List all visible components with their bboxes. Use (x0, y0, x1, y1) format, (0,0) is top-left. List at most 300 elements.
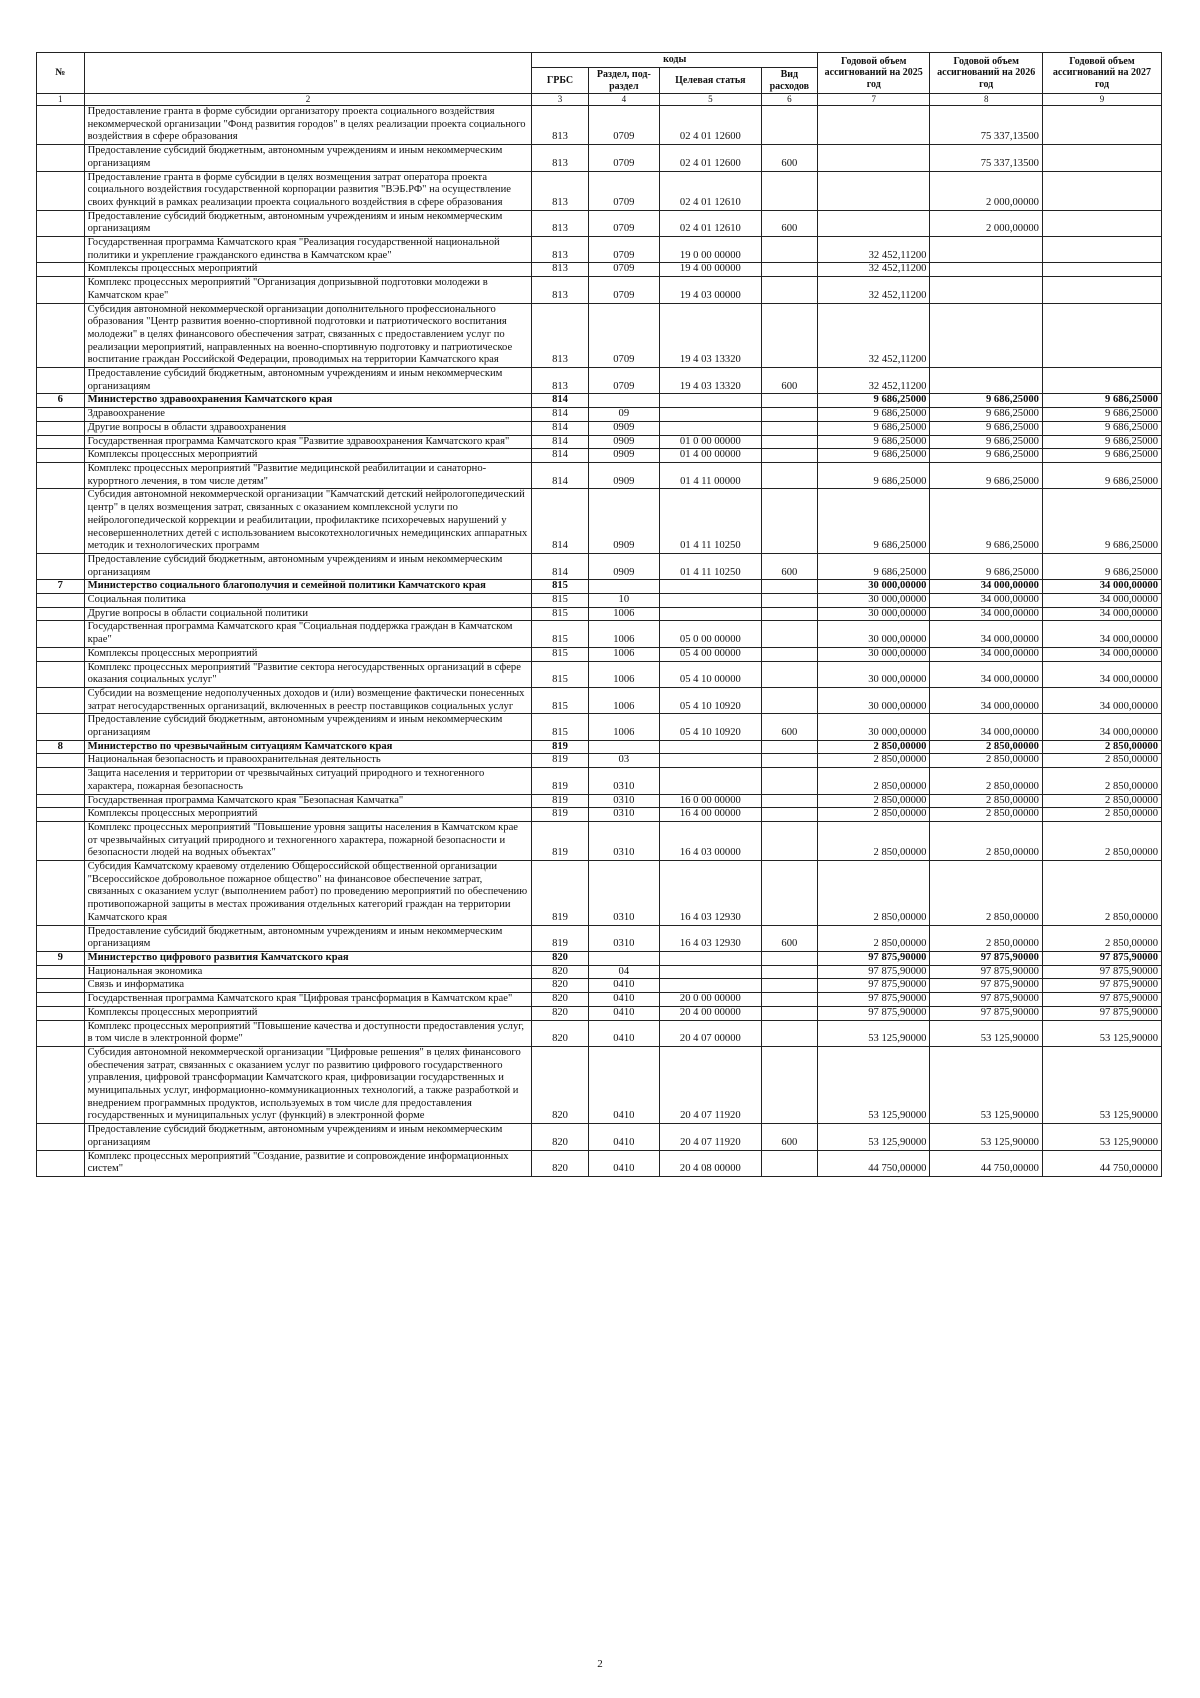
amount-2025: 9 686,25000 (817, 462, 929, 488)
target-article-code: 16 4 03 12930 (660, 861, 762, 926)
grbs-code: 820 (532, 965, 588, 979)
razdel-code: 10 (588, 594, 659, 608)
amount-2025: 9 686,25000 (817, 449, 929, 463)
expense-type-code (761, 106, 817, 145)
grbs-code: 819 (532, 740, 588, 754)
row-name: Комплексы процессных мероприятий (84, 1006, 532, 1020)
target-article-code: 01 4 00 00000 (660, 449, 762, 463)
target-article-code: 20 4 07 11920 (660, 1046, 762, 1123)
target-article-code: 16 4 03 12930 (660, 925, 762, 951)
amount-2025: 30 000,00000 (817, 687, 929, 713)
amount-2027: 9 686,25000 (1042, 394, 1161, 408)
razdel-code: 0410 (588, 993, 659, 1007)
header-vid: Вид расходов (761, 68, 817, 94)
target-article-code (660, 394, 762, 408)
grbs-code: 814 (532, 394, 588, 408)
row-number (37, 263, 85, 277)
amount-2027: 2 850,00000 (1042, 861, 1161, 926)
amount-2027: 97 875,90000 (1042, 993, 1161, 1007)
expense-type-code (761, 1020, 817, 1046)
target-article-code: 05 4 10 00000 (660, 661, 762, 687)
amount-2025 (817, 171, 929, 210)
row-number (37, 594, 85, 608)
amount-2026 (930, 303, 1042, 368)
razdel-code: 0310 (588, 925, 659, 951)
row-number (37, 210, 85, 236)
amount-2026: 2 850,00000 (930, 794, 1042, 808)
header-tselevaya: Целевая статья (660, 68, 762, 94)
amount-2026: 97 875,90000 (930, 979, 1042, 993)
amount-2027: 9 686,25000 (1042, 421, 1161, 435)
table-row (37, 621, 1162, 647)
grbs-code: 820 (532, 1006, 588, 1020)
table-row (37, 171, 1162, 210)
row-number: 9 (37, 952, 85, 966)
amount-2026: 53 125,90000 (930, 1046, 1042, 1123)
expense-type-code (761, 979, 817, 993)
razdel-code: 0709 (588, 237, 659, 263)
header-codes: коды (532, 53, 818, 68)
budget-table-body (37, 106, 1162, 1177)
expense-type-code (761, 768, 817, 794)
razdel-code: 0310 (588, 861, 659, 926)
amount-2025: 2 850,00000 (817, 740, 929, 754)
table-row (37, 368, 1162, 394)
amount-2025: 30 000,00000 (817, 661, 929, 687)
amount-2026: 2 850,00000 (930, 808, 1042, 822)
amount-2027 (1042, 237, 1161, 263)
expense-type-code (761, 171, 817, 210)
column-number: 5 (660, 94, 762, 106)
expense-type-code (761, 303, 817, 368)
target-article-code: 05 4 10 10920 (660, 687, 762, 713)
table-row (37, 808, 1162, 822)
amount-2027 (1042, 145, 1161, 171)
row-name: Комплексы процессных мероприятий (84, 449, 532, 463)
row-number (37, 237, 85, 263)
amount-2026: 97 875,90000 (930, 1006, 1042, 1020)
grbs-code: 820 (532, 1150, 588, 1176)
row-number (37, 277, 85, 303)
razdel-code: 0410 (588, 1046, 659, 1123)
amount-2026: 2 000,00000 (930, 171, 1042, 210)
expense-type-code (761, 621, 817, 647)
amount-2025: 32 452,11200 (817, 237, 929, 263)
amount-2025: 9 686,25000 (817, 553, 929, 579)
row-number (37, 687, 85, 713)
amount-2026: 2 850,00000 (930, 768, 1042, 794)
amount-2027: 97 875,90000 (1042, 979, 1161, 993)
row-name: Предоставление субсидий бюджетным, автономным учреждениям и иным некоммерческим организациям (84, 553, 532, 579)
amount-2027: 2 850,00000 (1042, 794, 1161, 808)
target-article-code: 20 4 07 00000 (660, 1020, 762, 1046)
amount-2025: 53 125,90000 (817, 1046, 929, 1123)
amount-2025: 2 850,00000 (817, 768, 929, 794)
expense-type-code: 600 (761, 925, 817, 951)
razdel-code: 1006 (588, 607, 659, 621)
target-article-code (660, 740, 762, 754)
row-number (37, 303, 85, 368)
amount-2027: 44 750,00000 (1042, 1150, 1161, 1176)
expense-type-code: 600 (761, 553, 817, 579)
amount-2026: 34 000,00000 (930, 594, 1042, 608)
razdel-code: 0709 (588, 106, 659, 145)
razdel-code: 0709 (588, 277, 659, 303)
grbs-code: 813 (532, 145, 588, 171)
razdel-code: 0709 (588, 210, 659, 236)
amount-2027: 9 686,25000 (1042, 462, 1161, 488)
amount-2026 (930, 263, 1042, 277)
amount-2026: 34 000,00000 (930, 687, 1042, 713)
expense-type-code (761, 237, 817, 263)
grbs-code: 813 (532, 210, 588, 236)
expense-type-code (761, 408, 817, 422)
amount-2027: 34 000,00000 (1042, 621, 1161, 647)
amount-2025: 32 452,11200 (817, 277, 929, 303)
target-article-code (660, 408, 762, 422)
amount-2027 (1042, 368, 1161, 394)
target-article-code: 19 4 03 13320 (660, 368, 762, 394)
grbs-code: 820 (532, 1046, 588, 1123)
expense-type-code (761, 661, 817, 687)
razdel-code: 0410 (588, 1020, 659, 1046)
target-article-code: 19 4 00 00000 (660, 263, 762, 277)
amount-2025: 2 850,00000 (817, 925, 929, 951)
amount-2027 (1042, 277, 1161, 303)
row-name: Предоставление субсидий бюджетным, автономным учреждениям и иным некоммерческим организациям (84, 368, 532, 394)
amount-2027: 53 125,90000 (1042, 1020, 1161, 1046)
amount-2027: 2 850,00000 (1042, 808, 1161, 822)
amount-2025: 97 875,90000 (817, 993, 929, 1007)
row-number (37, 106, 85, 145)
razdel-code: 0709 (588, 171, 659, 210)
amount-2026: 34 000,00000 (930, 647, 1042, 661)
target-article-code (660, 607, 762, 621)
amount-2025: 30 000,00000 (817, 621, 929, 647)
row-number (37, 1020, 85, 1046)
razdel-code (588, 740, 659, 754)
amount-2026: 9 686,25000 (930, 421, 1042, 435)
row-number (37, 821, 85, 860)
target-article-code: 05 4 10 10920 (660, 714, 762, 740)
razdel-code: 0310 (588, 768, 659, 794)
table-row (37, 408, 1162, 422)
expense-type-code (761, 965, 817, 979)
expense-type-code (761, 647, 817, 661)
expense-type-code: 600 (761, 368, 817, 394)
expense-type-code (761, 263, 817, 277)
amount-2025: 9 686,25000 (817, 489, 929, 554)
grbs-code: 815 (532, 714, 588, 740)
table-row (37, 661, 1162, 687)
row-name: Комплексы процессных мероприятий (84, 647, 532, 661)
expense-type-code (761, 607, 817, 621)
row-number (37, 621, 85, 647)
row-number (37, 794, 85, 808)
row-name: Социальная политика (84, 594, 532, 608)
amount-2025: 2 850,00000 (817, 794, 929, 808)
amount-2025: 2 850,00000 (817, 754, 929, 768)
amount-2026: 9 686,25000 (930, 408, 1042, 422)
razdel-code: 0909 (588, 489, 659, 554)
target-article-code: 16 4 03 00000 (660, 821, 762, 860)
row-name: Комплекс процессных мероприятий "Развитие медицинской реабилитации и санаторно-курортного лечения, в том числе детям" (84, 462, 532, 488)
target-article-code: 01 4 11 10250 (660, 489, 762, 554)
expense-type-code: 600 (761, 145, 817, 171)
grbs-code: 819 (532, 925, 588, 951)
target-article-code: 16 0 00 00000 (660, 794, 762, 808)
column-number: 4 (588, 94, 659, 106)
header-2025: Годовой объем ассигнований на 2025 год (817, 53, 929, 94)
expense-type-code: 600 (761, 1124, 817, 1150)
row-name: Субсидия автономной некоммерческой организации дополнительного профессионального образования "Центр развития военно-спортивной подготовки и патриотического воспитания молодежи" в целях финансового обеспечения затрат, связанных с предоставлением услуг по реализации мероприятий, направленных на военно-спортивную подготовку и патриотическое воспитание граждан Российской Федерации, проводимых на территории Камчатского края (84, 303, 532, 368)
grbs-code: 814 (532, 489, 588, 554)
amount-2025: 9 686,25000 (817, 421, 929, 435)
razdel-code: 0410 (588, 1006, 659, 1020)
row-name: Государственная программа Камчатского края "Безопасная Камчатка" (84, 794, 532, 808)
target-article-code (660, 768, 762, 794)
target-article-code: 02 4 01 12600 (660, 106, 762, 145)
row-name: Государственная программа Камчатского края "Социальная поддержка граждан в Камчатском крае" (84, 621, 532, 647)
expense-type-code (761, 794, 817, 808)
table-row (37, 594, 1162, 608)
grbs-code: 813 (532, 171, 588, 210)
amount-2027: 34 000,00000 (1042, 661, 1161, 687)
expense-type-code (761, 993, 817, 1007)
row-number (37, 1046, 85, 1123)
razdel-code: 0909 (588, 435, 659, 449)
expense-type-code: 600 (761, 210, 817, 236)
target-article-code: 01 4 11 00000 (660, 462, 762, 488)
grbs-code: 813 (532, 263, 588, 277)
page-number: 2 (597, 1658, 603, 1670)
row-name: Предоставление субсидий бюджетным, автономным учреждениям и иным некоммерческим организациям (84, 1124, 532, 1150)
target-article-code: 02 4 01 12600 (660, 145, 762, 171)
amount-2026 (930, 368, 1042, 394)
razdel-code: 0709 (588, 263, 659, 277)
amount-2025: 97 875,90000 (817, 1006, 929, 1020)
row-number (37, 979, 85, 993)
table-row (37, 580, 1162, 594)
razdel-code: 0909 (588, 553, 659, 579)
row-name: Комплексы процессных мероприятий (84, 263, 532, 277)
grbs-code: 815 (532, 594, 588, 608)
amount-2025: 32 452,11200 (817, 303, 929, 368)
row-name: Национальная безопасность и правоохранительная деятельность (84, 754, 532, 768)
amount-2025: 9 686,25000 (817, 394, 929, 408)
grbs-code: 813 (532, 368, 588, 394)
razdel-code: 0909 (588, 462, 659, 488)
target-article-code: 16 4 00 00000 (660, 808, 762, 822)
amount-2027 (1042, 210, 1161, 236)
grbs-code: 813 (532, 277, 588, 303)
amount-2025: 9 686,25000 (817, 408, 929, 422)
table-row (37, 421, 1162, 435)
grbs-code: 819 (532, 768, 588, 794)
expense-type-code (761, 952, 817, 966)
grbs-code: 813 (532, 237, 588, 263)
column-number: 2 (84, 94, 532, 106)
row-name: Предоставление субсидий бюджетным, автономным учреждениям и иным некоммерческим организациям (84, 145, 532, 171)
grbs-code: 815 (532, 661, 588, 687)
table-row (37, 462, 1162, 488)
expense-type-code: 600 (761, 714, 817, 740)
amount-2027: 9 686,25000 (1042, 408, 1161, 422)
amount-2026: 75 337,13500 (930, 106, 1042, 145)
table-row (37, 1020, 1162, 1046)
amount-2025: 97 875,90000 (817, 952, 929, 966)
amount-2027 (1042, 263, 1161, 277)
row-name: Министерство социального благополучия и семейной политики Камчатского края (84, 580, 532, 594)
target-article-code: 20 4 00 00000 (660, 1006, 762, 1020)
row-number (37, 647, 85, 661)
expense-type-code (761, 1150, 817, 1176)
row-number (37, 661, 85, 687)
expense-type-code (761, 687, 817, 713)
razdel-code: 0310 (588, 821, 659, 860)
amount-2027: 9 686,25000 (1042, 435, 1161, 449)
row-number (37, 489, 85, 554)
table-row (37, 687, 1162, 713)
target-article-code (660, 979, 762, 993)
amount-2027: 97 875,90000 (1042, 952, 1161, 966)
row-name: Предоставление субсидий бюджетным, автономным учреждениям и иным некоммерческим организациям (84, 210, 532, 236)
razdel-code: 0310 (588, 808, 659, 822)
column-number: 6 (761, 94, 817, 106)
amount-2025 (817, 106, 929, 145)
amount-2026: 34 000,00000 (930, 621, 1042, 647)
amount-2027: 34 000,00000 (1042, 580, 1161, 594)
row-number: 8 (37, 740, 85, 754)
row-number (37, 421, 85, 435)
header-number: № (37, 53, 85, 94)
amount-2025: 97 875,90000 (817, 979, 929, 993)
row-name: Министерство здравоохранения Камчатского края (84, 394, 532, 408)
razdel-code: 1006 (588, 687, 659, 713)
budget-table-sheet (36, 52, 1162, 1177)
row-name: Министерство по чрезвычайным ситуациям Камчатского края (84, 740, 532, 754)
table-row (37, 489, 1162, 554)
razdel-code: 0410 (588, 1124, 659, 1150)
amount-2027 (1042, 171, 1161, 210)
grbs-code: 815 (532, 580, 588, 594)
table-row (37, 1006, 1162, 1020)
target-article-code: 01 4 11 10250 (660, 553, 762, 579)
amount-2025: 2 850,00000 (817, 861, 929, 926)
amount-2026: 75 337,13500 (930, 145, 1042, 171)
target-article-code: 19 4 03 13320 (660, 303, 762, 368)
header-razdel: Раздел, под-раздел (588, 68, 659, 94)
amount-2026: 9 686,25000 (930, 489, 1042, 554)
target-article-code (660, 594, 762, 608)
row-number (37, 861, 85, 926)
row-number (37, 714, 85, 740)
amount-2026: 2 850,00000 (930, 821, 1042, 860)
amount-2027: 2 850,00000 (1042, 925, 1161, 951)
grbs-code: 820 (532, 993, 588, 1007)
row-name: Комплексы процессных мероприятий (84, 808, 532, 822)
grbs-code: 819 (532, 754, 588, 768)
row-number (37, 435, 85, 449)
row-number (37, 553, 85, 579)
row-name: Другие вопросы в области социальной политики (84, 607, 532, 621)
row-name: Комплекс процессных мероприятий "Организация допризывной подготовки молодежи в Камчатском крае" (84, 277, 532, 303)
row-name: Государственная программа Камчатского края "Цифровая трансформация в Камчатском крае" (84, 993, 532, 1007)
amount-2027: 9 686,25000 (1042, 489, 1161, 554)
row-name: Субсидия автономной некоммерческой организации "Цифровые решения" в целях финансового обеспечения затрат, связанных с оказанием услуг по развитию цифрового государственного управления, цифровой трансформации Камчатского края, цифровизации государственных и муниципальных услуг, информационно-коммуникационных технологий, а также разработкой и внедрением программных продуктов, используемых в том числе для предоставления государственных и муниципальных услуг (функций) в электронной форме (84, 1046, 532, 1123)
table-row (37, 740, 1162, 754)
row-number (37, 368, 85, 394)
amount-2027 (1042, 303, 1161, 368)
razdel-code (588, 394, 659, 408)
expense-type-code (761, 808, 817, 822)
amount-2026: 2 850,00000 (930, 925, 1042, 951)
amount-2025: 32 452,11200 (817, 263, 929, 277)
target-article-code: 05 4 00 00000 (660, 647, 762, 661)
razdel-code: 0709 (588, 368, 659, 394)
table-row (37, 993, 1162, 1007)
table-row (37, 303, 1162, 368)
table-row (37, 861, 1162, 926)
row-name: Государственная программа Камчатского края "Реализация государственной национальной политики и укрепление гражданского единства в Камчатском крае" (84, 237, 532, 263)
amount-2027: 53 125,90000 (1042, 1046, 1161, 1123)
row-number (37, 145, 85, 171)
row-name: Предоставление субсидий бюджетным, автономным учреждениям и иным некоммерческим организациям (84, 714, 532, 740)
grbs-code: 815 (532, 607, 588, 621)
expense-type-code (761, 580, 817, 594)
target-article-code: 20 4 08 00000 (660, 1150, 762, 1176)
amount-2027: 2 850,00000 (1042, 821, 1161, 860)
grbs-code: 815 (532, 687, 588, 713)
header-2027: Годовой объем ассигнований на 2027 год (1042, 53, 1161, 94)
amount-2027: 34 000,00000 (1042, 594, 1161, 608)
razdel-code: 0310 (588, 794, 659, 808)
grbs-code: 819 (532, 794, 588, 808)
amount-2027: 53 125,90000 (1042, 1124, 1161, 1150)
expense-type-code (761, 435, 817, 449)
header-2026: Годовой объем ассигнований на 2026 год (930, 53, 1042, 94)
table-row (37, 553, 1162, 579)
razdel-code: 09 (588, 408, 659, 422)
amount-2025 (817, 145, 929, 171)
amount-2026: 34 000,00000 (930, 607, 1042, 621)
amount-2026: 9 686,25000 (930, 462, 1042, 488)
table-row (37, 952, 1162, 966)
row-number (37, 993, 85, 1007)
row-number: 7 (37, 580, 85, 594)
grbs-code: 814 (532, 408, 588, 422)
table-row (37, 1150, 1162, 1176)
target-article-code (660, 580, 762, 594)
amount-2025 (817, 210, 929, 236)
razdel-code: 1006 (588, 621, 659, 647)
target-article-code (660, 952, 762, 966)
column-number: 9 (1042, 94, 1161, 106)
column-number: 7 (817, 94, 929, 106)
amount-2027: 9 686,25000 (1042, 449, 1161, 463)
table-row (37, 607, 1162, 621)
target-article-code: 05 0 00 00000 (660, 621, 762, 647)
row-name: Субсидии на возмещение недополученных доходов и (или) возмещение фактически понесенных затрат негосударственных организаций, включенных в реестр поставщиков социальных услуг (84, 687, 532, 713)
grbs-code: 815 (532, 647, 588, 661)
expense-type-code (761, 821, 817, 860)
expense-type-code (761, 421, 817, 435)
amount-2026: 2 850,00000 (930, 861, 1042, 926)
amount-2025: 53 125,90000 (817, 1020, 929, 1046)
target-article-code (660, 965, 762, 979)
amount-2026: 34 000,00000 (930, 661, 1042, 687)
amount-2026: 53 125,90000 (930, 1124, 1042, 1150)
